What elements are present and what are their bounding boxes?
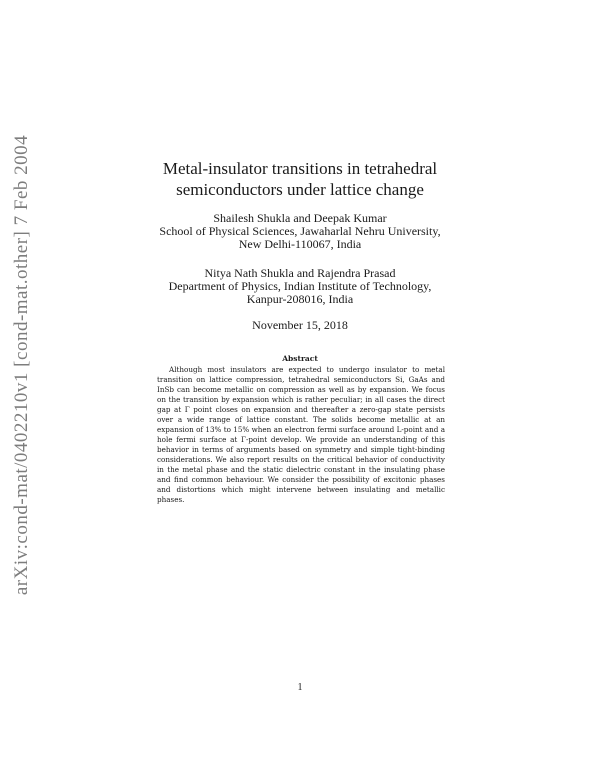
arxiv-identifier-text: arXiv:cond-mat/0402210v1 [cond-mat.other] 7 Feb 2004	[11, 134, 32, 596]
author-affiliation: School of Physical Sciences, Jawaharlal Nehru University,	[159, 224, 441, 238]
paper-title-line-1: Metal-insulator transitions in tetrahedral	[162, 159, 438, 178]
abstract-text: Although most insulators are expected to undergo insulator to metal transition on lattice compression, tetrahedral semiconductors Si, GaAs and InSb can become metallic on compression as well as by expansion. We focus on the transition by expansion which is rather peculiar; in all cases the direct gap at Γ point closes on expansion and thereafter a zero-gap state persists over a wide range of lattice constant. The solids become metallic at an expansion of 13% to 15% when an electron fermi surface around L-point and a hole fermi surface at Γ-point develop. We provide an understanding of this behavior in terms of arguments based on symmetry and simple tight-binding considerations. We also report results on the critical behavior of conductivity in the metal phase and the static dielectric constant in the insulating phase and find common behaviour. We consider the possibility of excitonic phases and distortions which might intervene between insulating and metallic phases.	[157, 365, 445, 504]
page-number: 1	[297, 682, 303, 693]
paper-date: November 15, 2018	[252, 318, 348, 332]
author-group-1	[60, 212, 540, 251]
arxiv-identifier-stamp	[2, 130, 42, 600]
author-affiliation-address: New Delhi-110067, India	[238, 237, 362, 251]
author-names: Shailesh Shukla and Deepak Kumar	[213, 211, 387, 225]
author-group-2	[60, 267, 540, 306]
abstract-heading: Abstract	[282, 354, 318, 363]
paper-title	[100, 158, 500, 200]
author-affiliation-address: Kanpur-208016, India	[246, 292, 354, 306]
author-names: Nitya Nath Shukla and Rajendra Prasad	[204, 266, 396, 280]
author-affiliation: Department of Physics, Indian Institute of Technology,	[168, 279, 432, 293]
paper-title-line-2: semiconductors under lattice change	[176, 180, 424, 199]
